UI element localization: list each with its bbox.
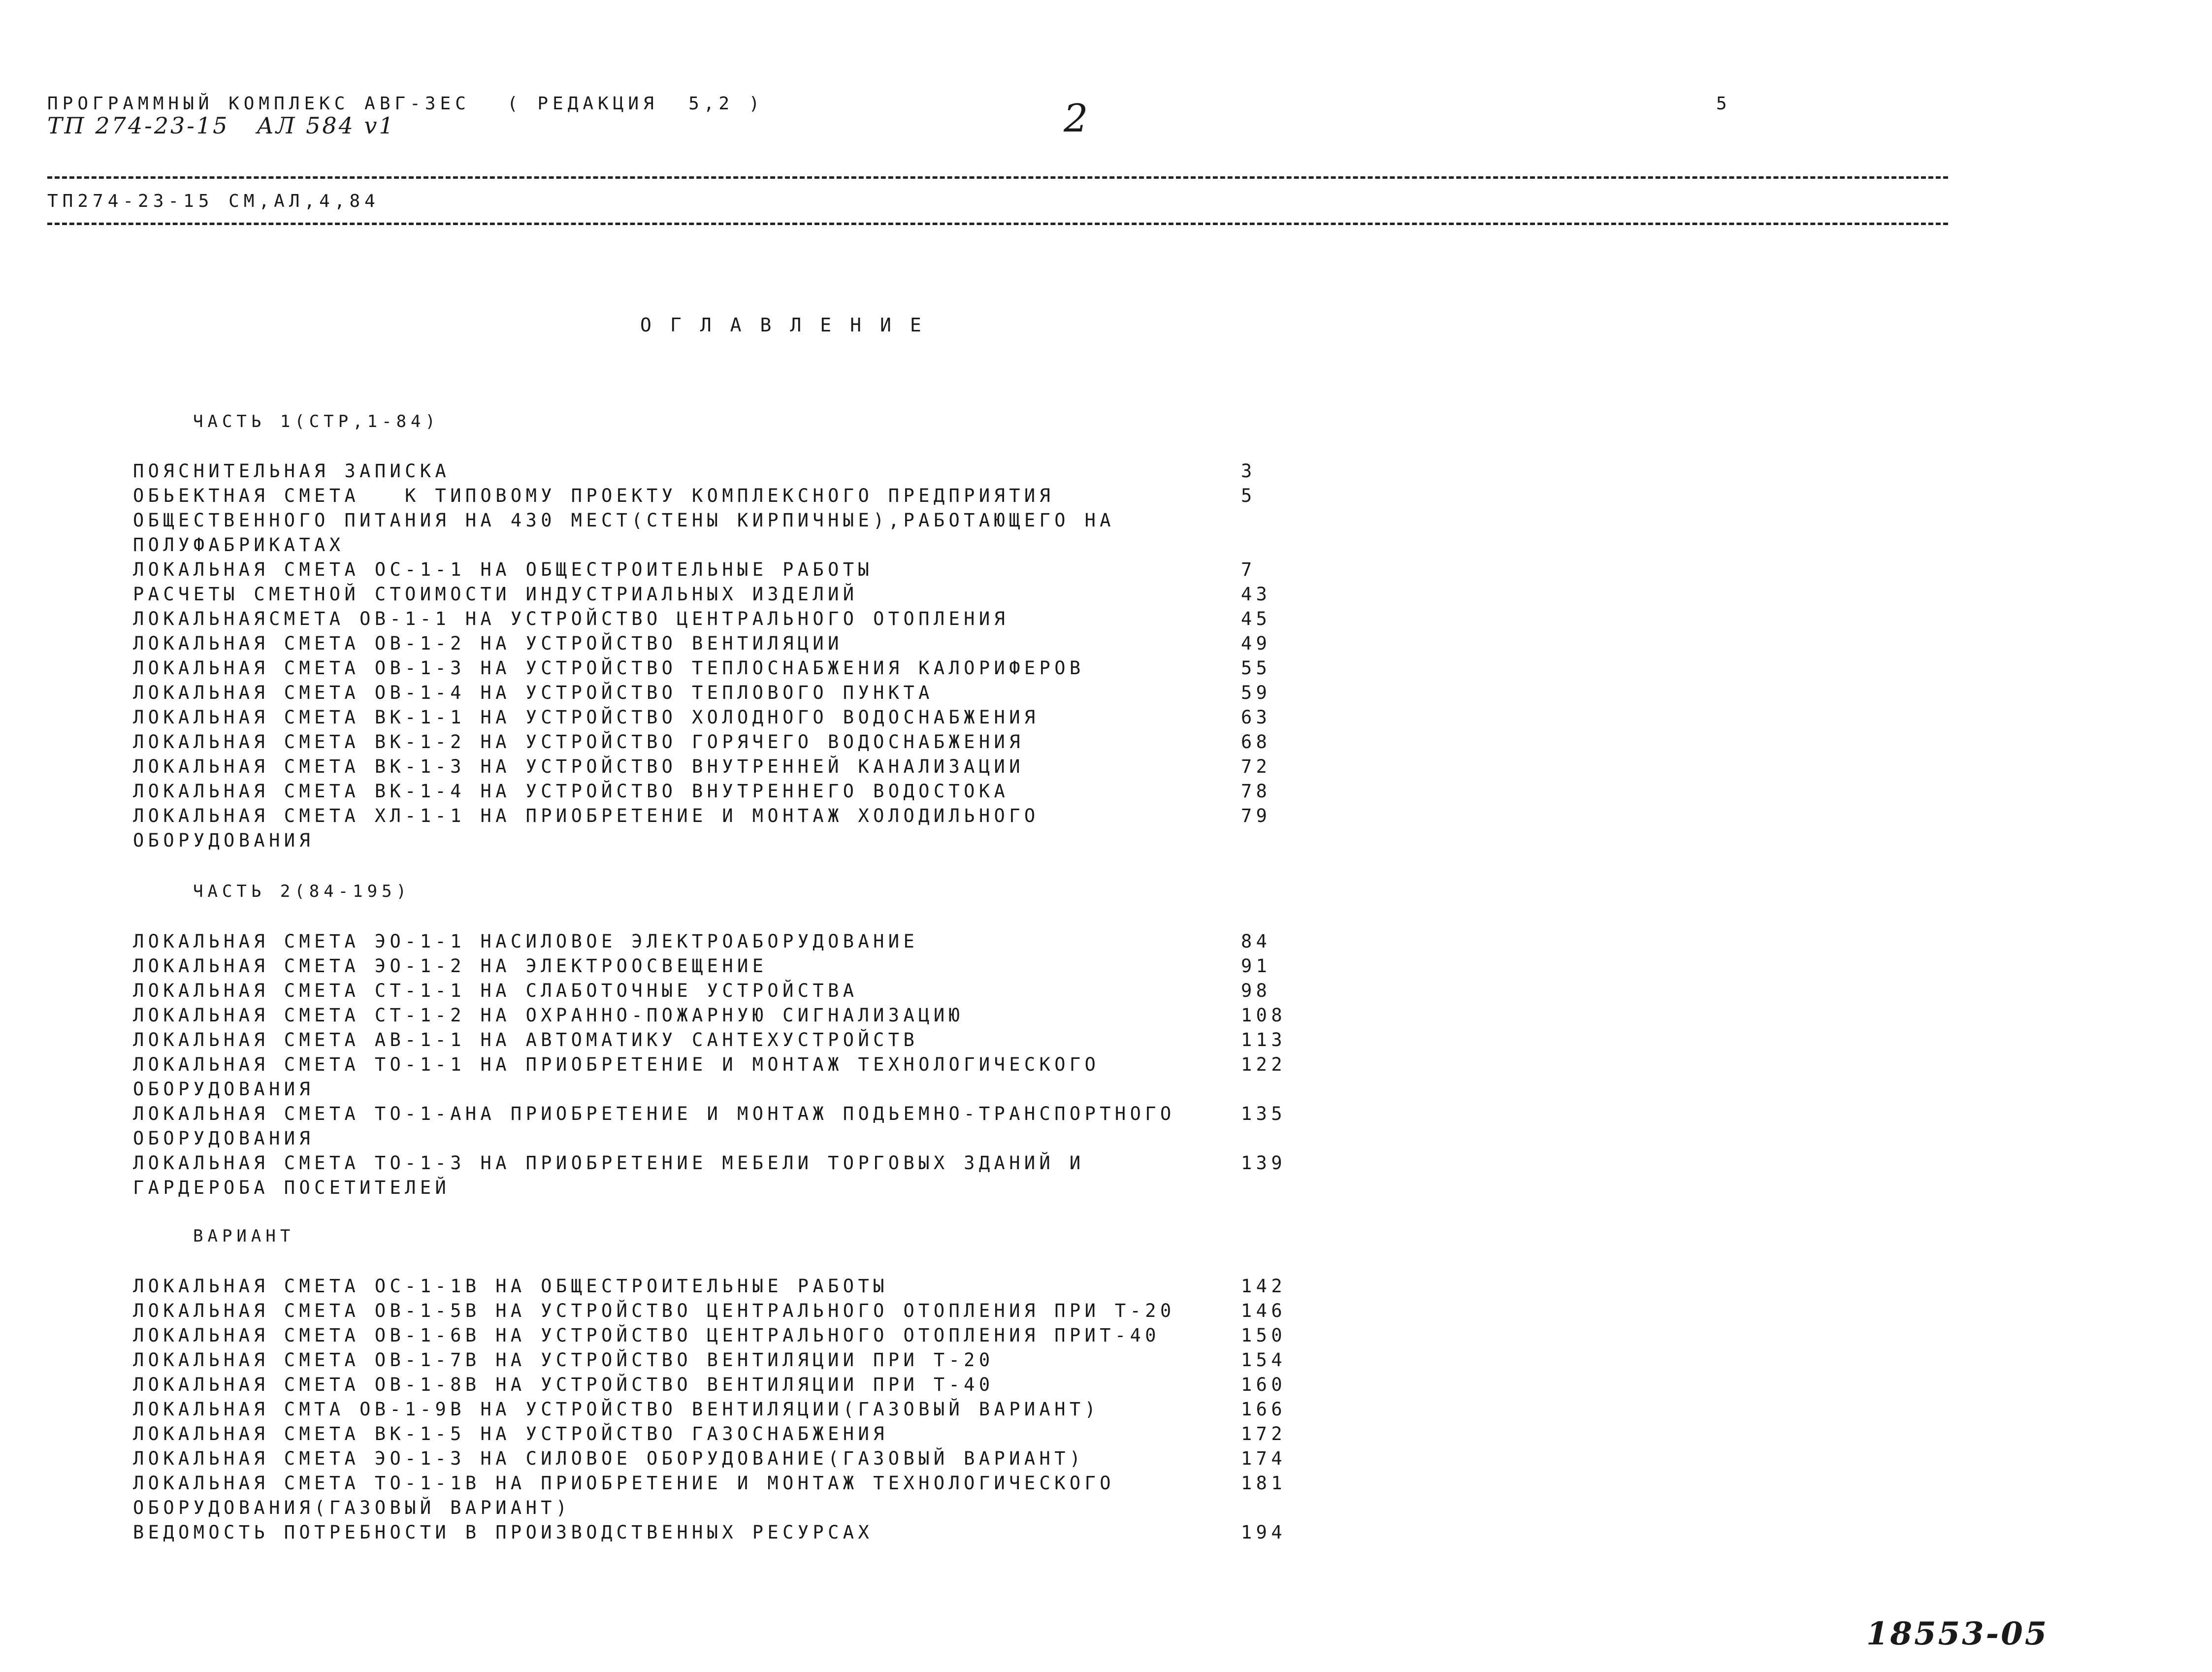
toc-entry-title: ОБОРУДОВАНИЯ bbox=[133, 830, 315, 851]
toc-entry-title: ОБОРУДОВАНИЯ(ГАЗОВЫЙ ВАРИАНТ) bbox=[133, 1497, 571, 1518]
project-code: ТП274-23-15 СМ,АЛ,4,84 bbox=[47, 191, 380, 211]
toc-entry-page: 63 bbox=[1241, 707, 1271, 728]
toc-entry-title: ЛОКАЛЬНАЯ СМЕТА ОВ-1-6В НА УСТРОЙСТВО ЦЕНТРАЛЬНОГО ОТОПЛЕНИЯ ПРИТ-40 bbox=[133, 1325, 1160, 1346]
toc-entry bbox=[133, 931, 1295, 955]
toc-entry-title: ЛОКАЛЬНАЯ СМТА ОВ-1-9В НА УСТРОЙСТВО ВЕНТИЛЯЦИИ(ГАЗОВЫЙ ВАРИАНТ) bbox=[133, 1399, 1100, 1420]
toc-entry-page: 5 bbox=[1241, 485, 1256, 506]
toc-entry bbox=[133, 781, 1295, 805]
toc-entry-title: ЛОКАЛЬНАЯ СМЕТА ОВ-1-8В НА УСТРОЙСТВО ВЕНТИЛЯЦИИ ПРИ Т-40 bbox=[133, 1374, 994, 1395]
toc-entry-title: ЛОКАЛЬНАЯ СМЕТА ОВ-1-7В НА УСТРОЙСТВО ВЕНТИЛЯЦИИ ПРИ Т-20 bbox=[133, 1349, 994, 1371]
toc-entry-page: 43 bbox=[1241, 584, 1271, 605]
toc-entry-title: РАСЧЕТЫ СМЕТНОЙ СТОИМОСТИ ИНДУСТРИАЛЬНЫХ ИЗДЕЛИЙ bbox=[133, 584, 858, 605]
toc-entry-page: 98 bbox=[1241, 980, 1271, 1001]
part2-heading: ЧАСТЬ 2(84-195) bbox=[193, 882, 411, 901]
toc-entry-page: 150 bbox=[1241, 1325, 1287, 1346]
toc-entry-title: ЛОКАЛЬНАЯ СМЕТА ВК-1-4 НА УСТРОЙСТВО ВНУТРЕННЕГО ВОДОСТОКА bbox=[133, 781, 1009, 802]
toc-entry bbox=[133, 1349, 1295, 1374]
toc-entry bbox=[133, 510, 1295, 534]
toc-entry bbox=[133, 460, 1295, 485]
toc-entry bbox=[133, 1276, 1295, 1300]
toc-entry bbox=[133, 1005, 1295, 1029]
toc-entry-title: ЛОКАЛЬНАЯ СМЕТА АВ-1-1 НА АВТОМАТИКУ САНТЕХУСТРОЙСТВ bbox=[133, 1029, 919, 1050]
toc-entry-title: ОБЩЕСТВЕННОГО ПИТАНИЯ НА 430 МЕСТ(СТЕНЫ КИРПИЧНЫЕ),РАБОТАЮЩЕГО НА bbox=[133, 510, 1115, 531]
toc-entry bbox=[133, 633, 1295, 657]
toc-entry bbox=[133, 1374, 1295, 1399]
toc-entry-page: 181 bbox=[1241, 1473, 1287, 1494]
toc-entry-title: ОБЬЕКТНАЯ СМЕТА К ТИПОВОМУ ПРОЕКТУ КОМПЛЕКСНОГО ПРЕДПРИЯТИЯ bbox=[133, 485, 1055, 506]
toc-entry-page: 122 bbox=[1241, 1054, 1287, 1075]
toc-entry-title: ЛОКАЛЬНАЯ СМЕТА СТ-1-2 НА ОХРАННО-ПОЖАРНУЮ СИГНАЛИЗАЦИЮ bbox=[133, 1005, 964, 1026]
toc-entry-title: ЛОКАЛЬНАЯ СМЕТА ЭО-1-2 НА ЭЛЕКТРООСВЕЩЕНИЕ bbox=[133, 955, 768, 977]
toc-entry bbox=[133, 1029, 1295, 1054]
toc-entry bbox=[133, 1103, 1295, 1128]
toc-entry-title: ВЕДОМОСТЬ ПОТРЕБНОСТИ В ПРОИЗВОДСТВЕННЫХ РЕСУРСАХ bbox=[133, 1522, 874, 1543]
toc-entry-title: ЛОКАЛЬНАЯ СМЕТА ВК-1-3 НА УСТРОЙСТВО ВНУТРЕННЕЙ КАНАЛИЗАЦИИ bbox=[133, 756, 1024, 777]
toc-entry-page: 174 bbox=[1241, 1448, 1287, 1469]
toc-entry-title: ПОЛУФАБРИКАТАХ bbox=[133, 534, 345, 556]
toc-entry-title: ПОЯСНИТЕЛЬНАЯ ЗАПИСКА bbox=[133, 460, 451, 482]
toc-entry-title: ЛОКАЛЬНАЯ СМЕТА ОВ-1-2 НА УСТРОЙСТВО ВЕНТИЛЯЦИИ bbox=[133, 633, 843, 654]
toc-entry bbox=[133, 955, 1295, 980]
part1-list bbox=[133, 460, 1295, 854]
toc-entry-page: 113 bbox=[1241, 1029, 1287, 1050]
toc-entry-title: ЛОКАЛЬНАЯ СМЕТА ТО-1-АНА ПРИОБРЕТЕНИЕ И МОНТАЖ ПОДЬЕМНО-ТРАНСПОРТНОГО bbox=[133, 1103, 1175, 1124]
variant-list bbox=[133, 1276, 1295, 1546]
toc-entry-page: 49 bbox=[1241, 633, 1271, 654]
toc-entry bbox=[133, 1054, 1295, 1079]
variant-heading: ВАРИАНТ bbox=[193, 1226, 295, 1246]
toc-entry bbox=[133, 584, 1295, 608]
toc-entry bbox=[133, 1300, 1295, 1325]
toc-entry-page: 59 bbox=[1241, 682, 1271, 703]
toc-entry-title: ГАРДЕРОБА ПОСЕТИТЕЛЕЙ bbox=[133, 1177, 451, 1198]
toc-entry-title: ЛОКАЛЬНАЯ СМЕТА ЭО-1-1 НАСИЛОВОЕ ЭЛЕКТРОАБОРУДОВАНИЕ bbox=[133, 931, 919, 952]
sheet-number: 5 bbox=[1716, 94, 1731, 114]
handwritten-doc-ref: ТП 274-23-15 АЛ 584 v1 bbox=[47, 112, 395, 139]
toc-entry bbox=[133, 1128, 1295, 1152]
toc-entry-page: 55 bbox=[1241, 657, 1271, 679]
toc-entry bbox=[133, 1079, 1295, 1103]
toc-entry-page: 172 bbox=[1241, 1423, 1287, 1444]
toc-entry-title: ЛОКАЛЬНАЯ СМЕТА ТО-1-1В НА ПРИОБРЕТЕНИЕ И МОНТАЖ ТЕХНОЛОГИЧЕСКОГО bbox=[133, 1473, 1115, 1494]
toc-entry bbox=[133, 1473, 1295, 1497]
toc-entry-page: 91 bbox=[1241, 955, 1271, 977]
toc-entry-page: 194 bbox=[1241, 1522, 1287, 1543]
toc-entry-title: ЛОКАЛЬНАЯ СМЕТА ОС-1-1В НА ОБЩЕСТРОИТЕЛЬНЫЕ РАБОТЫ bbox=[133, 1276, 888, 1297]
top-dashed-rule-1 bbox=[47, 176, 1948, 179]
toc-entry bbox=[133, 1497, 1295, 1522]
toc-entry-title: ЛОКАЛЬНАЯ СМЕТА ХЛ-1-1 НА ПРИОБРЕТЕНИЕ И МОНТАЖ ХОЛОДИЛЬНОГО bbox=[133, 805, 1040, 826]
toc-entry-page: 79 bbox=[1241, 805, 1271, 826]
toc-entry bbox=[133, 1152, 1295, 1177]
toc-entry bbox=[133, 1522, 1295, 1546]
toc-entry-title: ЛОКАЛЬНАЯ СМЕТА ТО-1-3 НА ПРИОБРЕТЕНИЕ МЕБЕЛИ ТОРГОВЫХ ЗДАНИЙ И bbox=[133, 1152, 1085, 1174]
toc-entry-page: 146 bbox=[1241, 1300, 1287, 1321]
part2-list bbox=[133, 931, 1295, 1202]
toc-entry-page: 160 bbox=[1241, 1374, 1287, 1395]
toc-entry-page: 78 bbox=[1241, 781, 1271, 802]
toc-entry bbox=[133, 707, 1295, 731]
toc-entry-page: 135 bbox=[1241, 1103, 1287, 1124]
toc-entry-page: 68 bbox=[1241, 731, 1271, 753]
toc-entry bbox=[133, 731, 1295, 756]
toc-entry bbox=[133, 1423, 1295, 1448]
toc-entry bbox=[133, 756, 1295, 781]
edition-label: ( РЕДАКЦИЯ 5,2 ) bbox=[507, 94, 764, 114]
toc-entry-title: ЛОКАЛЬНАЯСМЕТА ОВ-1-1 НА УСТРОЙСТВО ЦЕНТРАЛЬНОГО ОТОПЛЕНИЯ bbox=[133, 608, 1009, 629]
toc-entry bbox=[133, 682, 1295, 707]
toc-entry-title: ЛОКАЛЬНАЯ СМЕТА СТ-1-1 НА СЛАБОТОЧНЫЕ УСТРОЙСТВА bbox=[133, 980, 858, 1001]
toc-entry-page: 3 bbox=[1241, 460, 1256, 482]
toc-entry-title: ЛОКАЛЬНАЯ СМЕТА ОВ-1-3 НА УСТРОЙСТВО ТЕПЛОСНАБЖЕНИЯ КАЛОРИФЕРОВ bbox=[133, 657, 1085, 679]
toc-entry-page: 45 bbox=[1241, 608, 1271, 629]
archive-stamp-number: 18553-05 bbox=[1866, 1615, 2049, 1652]
toc-entry-page: 108 bbox=[1241, 1005, 1287, 1026]
part1-heading: ЧАСТЬ 1(СТР,1-84) bbox=[193, 412, 440, 431]
toc-entry bbox=[133, 980, 1295, 1005]
toc-entry bbox=[133, 1448, 1295, 1473]
toc-entry-title: ЛОКАЛЬНАЯ СМЕТА ОВ-1-5В НА УСТРОЙСТВО ЦЕНТРАЛЬНОГО ОТОПЛЕНИЯ ПРИ Т-20 bbox=[133, 1300, 1175, 1321]
toc-entry bbox=[133, 608, 1295, 633]
toc-entry bbox=[133, 1177, 1295, 1202]
toc-entry bbox=[133, 485, 1295, 510]
toc-entry-title: ЛОКАЛЬНАЯ СМЕТА ВК-1-1 НА УСТРОЙСТВО ХОЛОДНОГО ВОДОСНАБЖЕНИЯ bbox=[133, 707, 1040, 728]
toc-entry-page: 7 bbox=[1241, 559, 1256, 580]
page-title: ОГЛАВЛЕНИЕ bbox=[640, 314, 940, 336]
toc-entry-title: ЛОКАЛЬНАЯ СМЕТА ЭО-1-3 НА СИЛОВОЕ ОБОРУДОВАНИЕ(ГАЗОВЫЙ ВАРИАНТ) bbox=[133, 1448, 1085, 1469]
toc-entry-title: ЛОКАЛЬНАЯ СМЕТА ВК-1-2 НА УСТРОЙСТВО ГОРЯЧЕГО ВОДОСНАБЖЕНИЯ bbox=[133, 731, 1024, 753]
toc-entry bbox=[133, 805, 1295, 830]
toc-entry-page: 84 bbox=[1241, 931, 1271, 952]
toc-entry bbox=[133, 559, 1295, 584]
top-dashed-rule-2 bbox=[47, 223, 1948, 225]
program-name: ПРОГРАММНЫЙ КОМПЛЕКС АВГ-3ЕС bbox=[47, 94, 470, 114]
toc-entry-title: ОБОРУДОВАНИЯ bbox=[133, 1079, 315, 1100]
toc-entry bbox=[133, 830, 1295, 854]
toc-entry bbox=[133, 1399, 1295, 1423]
toc-entry-page: 154 bbox=[1241, 1349, 1287, 1371]
toc-entry-title: ЛОКАЛЬНАЯ СМЕТА ОВ-1-4 НА УСТРОЙСТВО ТЕПЛОВОГО ПУНКТА bbox=[133, 682, 934, 703]
toc-entry-page: 139 bbox=[1241, 1152, 1287, 1174]
toc-entry bbox=[133, 657, 1295, 682]
toc-entry-page: 166 bbox=[1241, 1399, 1287, 1420]
toc-entry-title: ОБОРУДОВАНИЯ bbox=[133, 1128, 315, 1149]
handwritten-page-number: 2 bbox=[1064, 97, 1090, 141]
toc-entry-page: 72 bbox=[1241, 756, 1271, 777]
toc-entry-title: ЛОКАЛЬНАЯ СМЕТА ВК-1-5 НА УСТРОЙСТВО ГАЗОСНАБЖЕНИЯ bbox=[133, 1423, 888, 1444]
toc-entry-title: ЛОКАЛЬНАЯ СМЕТА ТО-1-1 НА ПРИОБРЕТЕНИЕ И МОНТАЖ ТЕХНОЛОГИЧЕСКОГО bbox=[133, 1054, 1100, 1075]
toc-entry-title: ЛОКАЛЬНАЯ СМЕТА ОС-1-1 НА ОБЩЕСТРОИТЕЛЬНЫЕ РАБОТЫ bbox=[133, 559, 874, 580]
toc-entry-page: 142 bbox=[1241, 1276, 1287, 1297]
toc-entry bbox=[133, 1325, 1295, 1349]
toc-entry bbox=[133, 534, 1295, 559]
